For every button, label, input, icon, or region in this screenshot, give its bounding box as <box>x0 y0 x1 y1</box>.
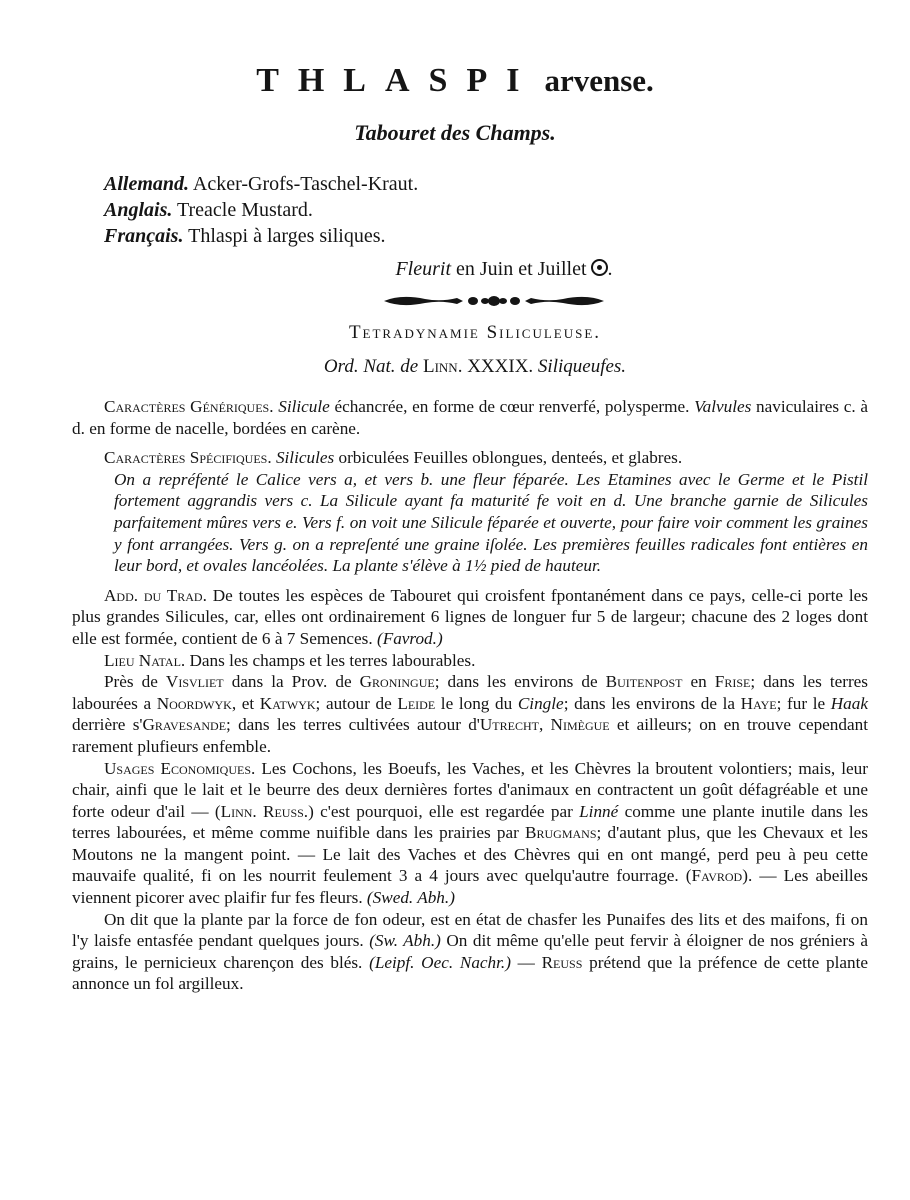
main-text <box>72 396 868 995</box>
species-epithet: arvense. <box>544 63 654 98</box>
localities: Près de Visvliet dans la Prov. de Groningue; dans les environs de Buitenpost en Frise; dans les terres labourées a Noordwyk, et Katwyk; autour de Leide le long du Cingle; dans les environs de la Haye; fur le Haak derrière s'Gravesande; dans les terres cultivées autour d'Utrecht, Nimègue et ailleurs; on en trouve cependant rarement plufieurs enfemble. <box>72 672 868 756</box>
translator-addition: Add. du Trad. De toutes les espèces de Tabouret qui croisfent fpontanément dans ce pays, celle-ci porte les plus grandes Silicules, car, elles ont ordinairement 6 lignes de longuer fur 5 de largeur; chacune des 2 loges dont elle est formée, contient de 6 à 7 Semences. (Favrod.) <box>72 585 868 648</box>
vernacular-name-english: Anglais. Treacle Mustard. <box>104 199 313 221</box>
specific-characters: Caractères Spécifiques. Silicules orbiculées Feuilles oblongues, denteés, et glabres. <box>104 448 683 468</box>
economic-uses: Usages Economiques. Les Cochons, les Boeufs, les Vaches, et les Chèvres la broutent volontiers; mais, leur chair, ainfi que le lait et le beurre des deux dernières fortes d'animaux en contractent un goût défagréable et une forte odeur d'ail — (Linn. Reuss.) c'est pourquoi, elle est regardée par Linné comme une plante inutile dans les terres labourées, et même comme nuifible dans les prairies par Brugmans; d'autant plus, que les Chevaux et les Moutons ne la mangent point. — Le lait des Vaches et des Chèvres qui en ont mangé, perd peu à peu cette mauvaife qualité, fi on les nourrit feulement 3 a 4 jours avec quelqu'autre fourrage. (Favrod). — Les abeilles viennent picorer avec plaifir fur fes fleurs. (Swed. Abh.) <box>72 758 869 908</box>
generic-characters: Caractères Génériques. Silicule échancrée, en forme de cœur renverfé, polysperme. Valvules naviculaires c. à d. en forme de nacelle, bordées en carène. <box>72 397 869 438</box>
genus-name: THLASPI <box>256 62 539 99</box>
vernacular-names <box>104 171 418 249</box>
native-habitat: Lieu Natal. Dans les champs et les terres labourables. <box>104 650 476 670</box>
vernacular-name-french: Français. Thlaspi à larges siliques. <box>104 225 386 247</box>
ornament-divider <box>381 293 607 309</box>
plate-description: On a repréfenté le Calice vers a, et vers b. une fleur féparée. Les Etamines avec le Germe et le Pistil fortement aggrandis vers c. La Silicule ayant fa maturité fe voit en d. Une branche garnie de Silicules parfaitement mûres vers e. Vers f. on voit une Silicule féparée et ouverte, pour faire voir comment les graines y font arrangées. Vers g. on a repreſenté une graine iſolée. Les premières feuilles radicales font entières en leur bord, et ovales lancéolées. La plante s'élève à 1½ pied de hauteur. <box>114 469 868 576</box>
common-name: Tabouret des Champs. <box>354 120 556 145</box>
vernacular-name-german: Allemand. Acker-Grofs-Taschel-Kraut. <box>104 173 419 195</box>
closing-paragraph: On dit que la plante par la force de fon odeur, est en état de chasfer les Punaifes des lits et des maifons, fi on l'y laisfe entasfée pendant quelques jours. (Sw. Abh.) On dit même qu'elle peut fervir à éloigner de nos gréniers à grains, le pernicieux charençon des blés. (Leipf. Oec. Nachr.) — Reuss prétend que la préfence de cette plante annonce un fol argilleux. <box>72 909 869 994</box>
natural-order: Ord. Nat. de Linn. XXXIX. Siliqueufes. <box>323 356 627 377</box>
annual-symbol-icon <box>591 259 608 276</box>
page-title <box>0 62 910 100</box>
flowering-period: Fleurit en Juin et Juillet . <box>395 258 613 280</box>
linnaean-class: Tetradynamie Siliculeuse. <box>348 322 602 343</box>
